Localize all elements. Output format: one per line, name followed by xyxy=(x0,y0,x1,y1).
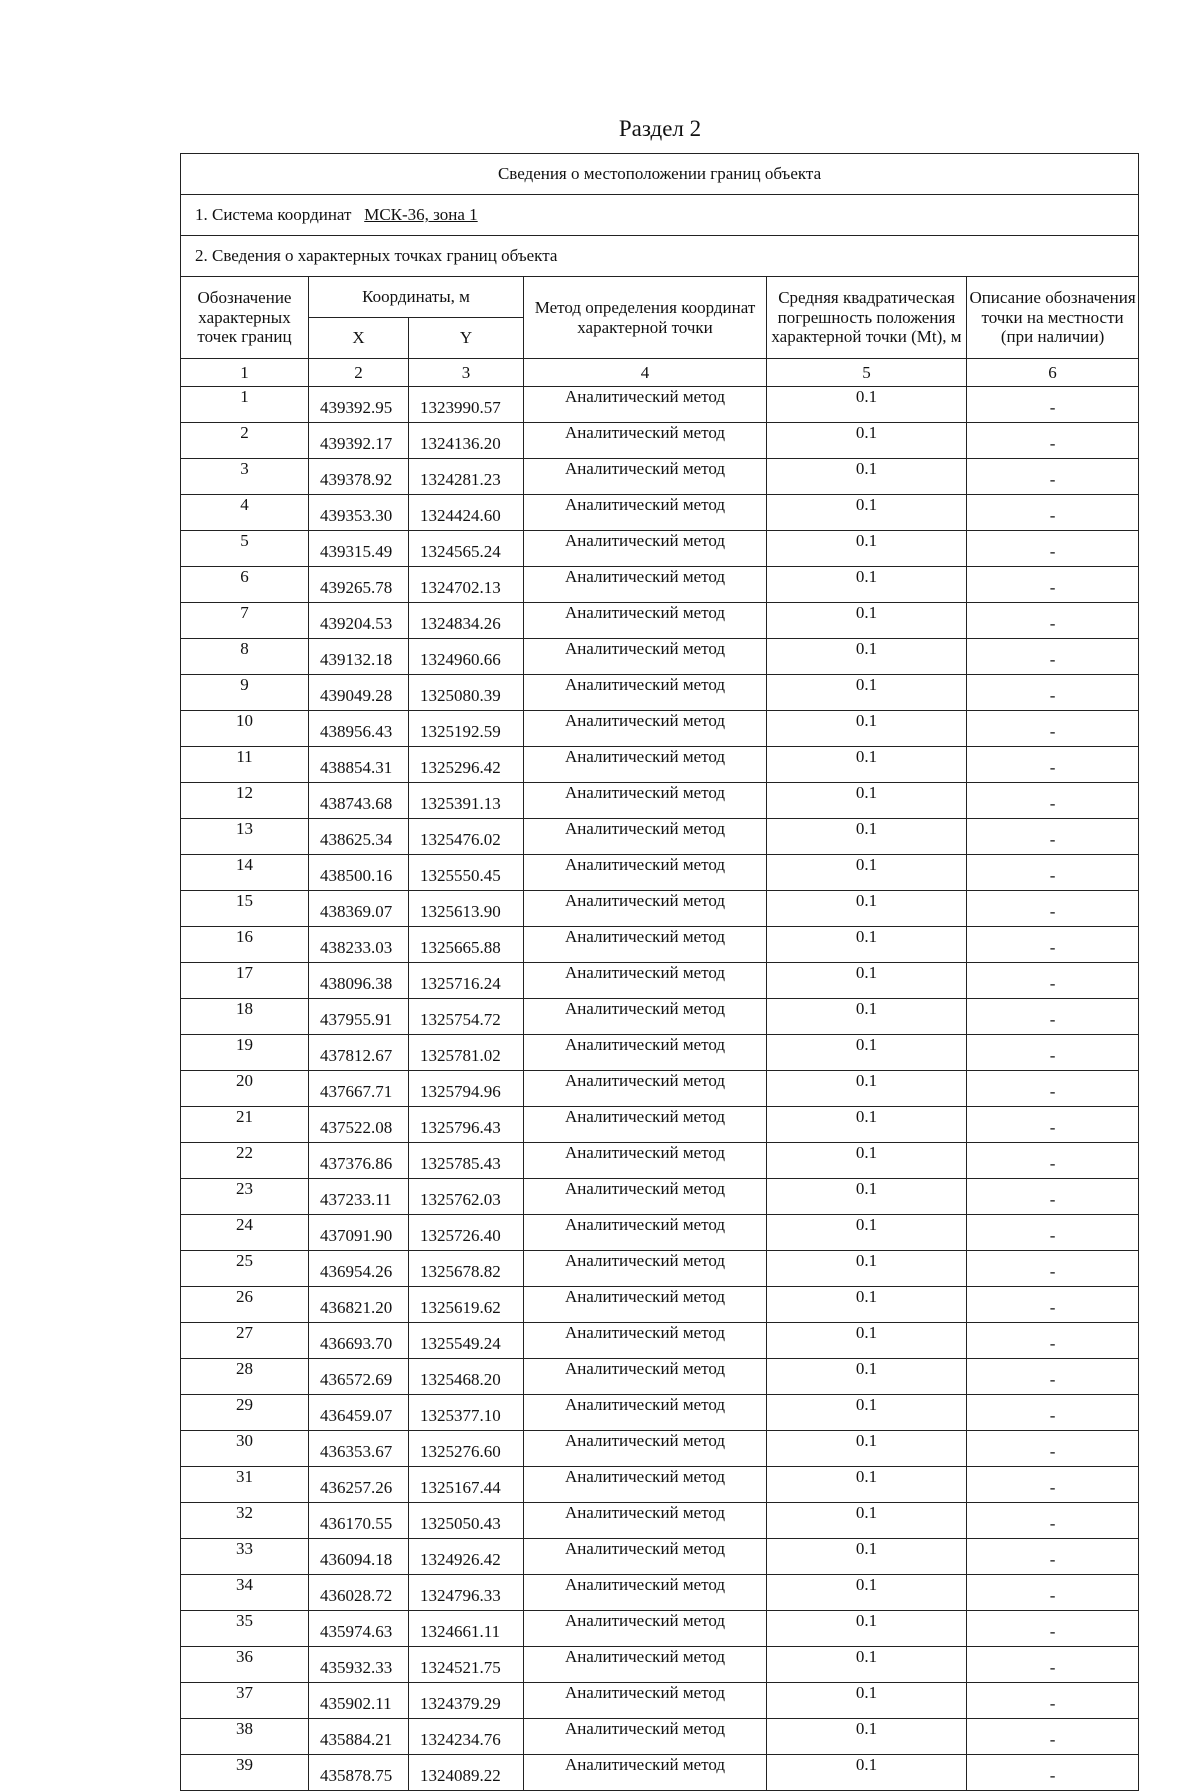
y-cell: 1325796.43 xyxy=(409,1107,524,1143)
method-cell: Аналитический метод xyxy=(524,1179,767,1215)
table-row xyxy=(181,819,1139,855)
error-cell: 0.1 xyxy=(767,495,967,531)
desc-cell: - xyxy=(967,1215,1139,1251)
y-cell: 1325678.82 xyxy=(409,1251,524,1287)
y-cell: 1324234.76 xyxy=(409,1719,524,1755)
point-cell: 28 xyxy=(181,1359,309,1395)
point-cell: 26 xyxy=(181,1287,309,1323)
x-cell: 437812.67 xyxy=(309,1035,409,1071)
x-cell: 439378.92 xyxy=(309,459,409,495)
table-row xyxy=(181,639,1139,675)
table-row xyxy=(181,1071,1139,1107)
y-cell: 1324834.26 xyxy=(409,603,524,639)
y-cell: 1325794.96 xyxy=(409,1071,524,1107)
x-cell: 439049.28 xyxy=(309,675,409,711)
desc-cell: - xyxy=(967,747,1139,783)
table-row xyxy=(181,1323,1139,1359)
method-cell: Аналитический метод xyxy=(524,387,767,423)
method-cell: Аналитический метод xyxy=(524,1719,767,1755)
error-cell: 0.1 xyxy=(767,1719,967,1755)
x-cell: 437667.71 xyxy=(309,1071,409,1107)
y-cell: 1325050.43 xyxy=(409,1503,524,1539)
y-cell: 1325619.62 xyxy=(409,1287,524,1323)
error-cell: 0.1 xyxy=(767,1359,967,1395)
x-cell: 437091.90 xyxy=(309,1215,409,1251)
point-cell: 16 xyxy=(181,927,309,963)
table-row xyxy=(181,1359,1139,1395)
error-cell: 0.1 xyxy=(767,423,967,459)
table-row xyxy=(181,1683,1139,1719)
y-cell: 1325476.02 xyxy=(409,819,524,855)
table-row xyxy=(181,1503,1139,1539)
table-row xyxy=(181,1431,1139,1467)
point-cell: 6 xyxy=(181,567,309,603)
x-cell: 439315.49 xyxy=(309,531,409,567)
table-row xyxy=(181,711,1139,747)
y-cell: 1324565.24 xyxy=(409,531,524,567)
desc-cell: - xyxy=(967,423,1139,459)
desc-cell: - xyxy=(967,1179,1139,1215)
error-cell: 0.1 xyxy=(767,783,967,819)
x-cell: 435974.63 xyxy=(309,1611,409,1647)
error-cell: 0.1 xyxy=(767,1503,967,1539)
error-cell: 0.1 xyxy=(767,711,967,747)
x-cell: 435932.33 xyxy=(309,1647,409,1683)
method-cell: Аналитический метод xyxy=(524,1575,767,1611)
desc-cell: - xyxy=(967,1035,1139,1071)
x-cell: 436459.07 xyxy=(309,1395,409,1431)
y-cell: 1325665.88 xyxy=(409,927,524,963)
error-cell: 0.1 xyxy=(767,1215,967,1251)
error-cell: 0.1 xyxy=(767,1431,967,1467)
desc-cell: - xyxy=(967,495,1139,531)
table-row xyxy=(181,495,1139,531)
section-title: Раздел 2 xyxy=(618,116,702,141)
desc-cell: - xyxy=(967,783,1139,819)
desc-cell: - xyxy=(967,603,1139,639)
desc-cell: - xyxy=(967,819,1139,855)
method-cell: Аналитический метод xyxy=(524,1215,767,1251)
method-cell: Аналитический метод xyxy=(524,1251,767,1287)
error-cell: 0.1 xyxy=(767,891,967,927)
y-cell: 1325276.60 xyxy=(409,1431,524,1467)
x-cell: 439265.78 xyxy=(309,567,409,603)
error-cell: 0.1 xyxy=(767,927,967,963)
method-cell: Аналитический метод xyxy=(524,999,767,1035)
error-cell: 0.1 xyxy=(767,1143,967,1179)
desc-cell: - xyxy=(967,1251,1139,1287)
x-cell: 439392.17 xyxy=(309,423,409,459)
point-cell: 32 xyxy=(181,1503,309,1539)
desc-cell: - xyxy=(967,675,1139,711)
method-cell: Аналитический метод xyxy=(524,1647,767,1683)
error-cell: 0.1 xyxy=(767,639,967,675)
error-cell: 0.1 xyxy=(767,675,967,711)
point-cell: 11 xyxy=(181,747,309,783)
desc-cell: - xyxy=(967,567,1139,603)
table-row xyxy=(181,999,1139,1035)
y-cell: 1323990.57 xyxy=(409,387,524,423)
error-cell: 0.1 xyxy=(767,1755,967,1791)
desc-cell: - xyxy=(967,1539,1139,1575)
table-row xyxy=(181,891,1139,927)
point-cell: 10 xyxy=(181,711,309,747)
table-row xyxy=(181,747,1139,783)
y-cell: 1324796.33 xyxy=(409,1575,524,1611)
x-cell: 439132.18 xyxy=(309,639,409,675)
y-cell: 1324960.66 xyxy=(409,639,524,675)
y-cell: 1324926.42 xyxy=(409,1539,524,1575)
point-cell: 37 xyxy=(181,1683,309,1719)
error-cell: 0.1 xyxy=(767,855,967,891)
desc-cell: - xyxy=(967,891,1139,927)
header-point: Обозначение характерных точек границ xyxy=(181,277,309,359)
col-number: 3 xyxy=(409,359,524,387)
point-cell: 34 xyxy=(181,1575,309,1611)
method-cell: Аналитический метод xyxy=(524,459,767,495)
col-number: 1 xyxy=(181,359,309,387)
desc-cell: - xyxy=(967,927,1139,963)
desc-cell: - xyxy=(967,531,1139,567)
method-cell: Аналитический метод xyxy=(524,531,767,567)
method-cell: Аналитический метод xyxy=(524,603,767,639)
desc-cell: - xyxy=(967,1395,1139,1431)
method-cell: Аналитический метод xyxy=(524,423,767,459)
header-coords: Координаты, м xyxy=(309,277,524,318)
desc-cell: - xyxy=(967,1647,1139,1683)
x-cell: 436353.67 xyxy=(309,1431,409,1467)
desc-cell: - xyxy=(967,999,1139,1035)
y-cell: 1325781.02 xyxy=(409,1035,524,1071)
desc-cell: - xyxy=(967,1323,1139,1359)
table-row xyxy=(181,1215,1139,1251)
coord-system-row xyxy=(181,195,1139,236)
table-row xyxy=(181,459,1139,495)
header-method: Метод определения координат характерной точки xyxy=(524,277,767,359)
table-row xyxy=(181,603,1139,639)
coord-system-value: МСК-36, зона 1 xyxy=(364,205,478,225)
method-cell: Аналитический метод xyxy=(524,675,767,711)
point-cell: 3 xyxy=(181,459,309,495)
y-cell: 1325726.40 xyxy=(409,1215,524,1251)
method-cell: Аналитический метод xyxy=(524,1359,767,1395)
y-cell: 1324521.75 xyxy=(409,1647,524,1683)
error-cell: 0.1 xyxy=(767,1251,967,1287)
point-cell: 5 xyxy=(181,531,309,567)
point-cell: 38 xyxy=(181,1719,309,1755)
desc-cell: - xyxy=(967,1143,1139,1179)
x-cell: 437233.11 xyxy=(309,1179,409,1215)
method-cell: Аналитический метод xyxy=(524,1611,767,1647)
header-desc: Описание обозначения точки на местности (при наличии) xyxy=(967,277,1139,359)
table-row xyxy=(181,1143,1139,1179)
x-cell: 435884.21 xyxy=(309,1719,409,1755)
error-cell: 0.1 xyxy=(767,459,967,495)
x-cell: 436693.70 xyxy=(309,1323,409,1359)
error-cell: 0.1 xyxy=(767,999,967,1035)
desc-cell: - xyxy=(967,1107,1139,1143)
table-row xyxy=(181,855,1139,891)
desc-cell: - xyxy=(967,1467,1139,1503)
error-cell: 0.1 xyxy=(767,819,967,855)
point-cell: 23 xyxy=(181,1179,309,1215)
x-cell: 438500.16 xyxy=(309,855,409,891)
point-cell: 30 xyxy=(181,1431,309,1467)
table-row xyxy=(181,675,1139,711)
point-cell: 33 xyxy=(181,1539,309,1575)
method-cell: Аналитический метод xyxy=(524,1143,767,1179)
col-number: 5 xyxy=(767,359,967,387)
method-cell: Аналитический метод xyxy=(524,1323,767,1359)
desc-cell: - xyxy=(967,1431,1139,1467)
error-cell: 0.1 xyxy=(767,1683,967,1719)
desc-cell: - xyxy=(967,1719,1139,1755)
desc-cell: - xyxy=(967,459,1139,495)
method-cell: Аналитический метод xyxy=(524,1107,767,1143)
point-cell: 21 xyxy=(181,1107,309,1143)
desc-cell: - xyxy=(967,387,1139,423)
point-cell: 8 xyxy=(181,639,309,675)
point-cell: 35 xyxy=(181,1611,309,1647)
method-cell: Аналитический метод xyxy=(524,1071,767,1107)
y-cell: 1325377.10 xyxy=(409,1395,524,1431)
table-row xyxy=(181,1539,1139,1575)
x-cell: 436954.26 xyxy=(309,1251,409,1287)
error-cell: 0.1 xyxy=(767,1647,967,1683)
y-cell: 1325549.24 xyxy=(409,1323,524,1359)
table-row xyxy=(181,927,1139,963)
y-cell: 1325296.42 xyxy=(409,747,524,783)
col-number: 6 xyxy=(967,359,1139,387)
method-cell: Аналитический метод xyxy=(524,495,767,531)
table-row xyxy=(181,567,1139,603)
error-cell: 0.1 xyxy=(767,567,967,603)
method-cell: Аналитический метод xyxy=(524,855,767,891)
point-cell: 4 xyxy=(181,495,309,531)
method-cell: Аналитический метод xyxy=(524,711,767,747)
y-cell: 1325762.03 xyxy=(409,1179,524,1215)
x-cell: 439353.30 xyxy=(309,495,409,531)
method-cell: Аналитический метод xyxy=(524,639,767,675)
desc-cell: - xyxy=(967,1359,1139,1395)
table-row xyxy=(181,1611,1139,1647)
point-cell: 31 xyxy=(181,1467,309,1503)
y-cell: 1324424.60 xyxy=(409,495,524,531)
error-cell: 0.1 xyxy=(767,1179,967,1215)
error-cell: 0.1 xyxy=(767,1071,967,1107)
method-cell: Аналитический метод xyxy=(524,1503,767,1539)
desc-cell: - xyxy=(967,1755,1139,1791)
table-row xyxy=(181,1647,1139,1683)
point-cell: 9 xyxy=(181,675,309,711)
x-cell: 436170.55 xyxy=(309,1503,409,1539)
col-number: 4 xyxy=(524,359,767,387)
desc-cell: - xyxy=(967,1503,1139,1539)
x-cell: 435878.75 xyxy=(309,1755,409,1791)
method-cell: Аналитический метод xyxy=(524,891,767,927)
header-x: X xyxy=(309,318,409,359)
table-row xyxy=(181,963,1139,999)
x-cell: 438854.31 xyxy=(309,747,409,783)
table-row xyxy=(181,531,1139,567)
table-title: Сведения о местоположении границ объекта xyxy=(181,154,1139,195)
error-cell: 0.1 xyxy=(767,1287,967,1323)
point-cell: 14 xyxy=(181,855,309,891)
table-row xyxy=(181,1719,1139,1755)
table-row xyxy=(181,1395,1139,1431)
error-cell: 0.1 xyxy=(767,1539,967,1575)
point-cell: 7 xyxy=(181,603,309,639)
desc-cell: - xyxy=(967,639,1139,675)
method-cell: Аналитический метод xyxy=(524,1431,767,1467)
boundary-points-table xyxy=(180,153,1139,1791)
x-cell: 435902.11 xyxy=(309,1683,409,1719)
error-cell: 0.1 xyxy=(767,963,967,999)
desc-cell: - xyxy=(967,963,1139,999)
point-cell: 17 xyxy=(181,963,309,999)
method-cell: Аналитический метод xyxy=(524,567,767,603)
y-cell: 1325080.39 xyxy=(409,675,524,711)
y-cell: 1324661.11 xyxy=(409,1611,524,1647)
table-row xyxy=(181,783,1139,819)
points-heading: 2. Сведения о характерных точках границ объекта xyxy=(181,236,1139,277)
point-cell: 20 xyxy=(181,1071,309,1107)
y-cell: 1325613.90 xyxy=(409,891,524,927)
method-cell: Аналитический метод xyxy=(524,1683,767,1719)
table-row xyxy=(181,1107,1139,1143)
desc-cell: - xyxy=(967,711,1139,747)
x-cell: 438096.38 xyxy=(309,963,409,999)
table-row xyxy=(181,1575,1139,1611)
col-number: 2 xyxy=(309,359,409,387)
x-cell: 438233.03 xyxy=(309,927,409,963)
method-cell: Аналитический метод xyxy=(524,783,767,819)
point-cell: 24 xyxy=(181,1215,309,1251)
y-cell: 1324379.29 xyxy=(409,1683,524,1719)
table-row xyxy=(181,1467,1139,1503)
point-cell: 39 xyxy=(181,1755,309,1791)
table-row xyxy=(181,1035,1139,1071)
method-cell: Аналитический метод xyxy=(524,1467,767,1503)
x-cell: 438625.34 xyxy=(309,819,409,855)
point-cell: 13 xyxy=(181,819,309,855)
desc-cell: - xyxy=(967,855,1139,891)
x-cell: 438956.43 xyxy=(309,711,409,747)
table-row xyxy=(181,1179,1139,1215)
point-cell: 22 xyxy=(181,1143,309,1179)
x-cell: 437522.08 xyxy=(309,1107,409,1143)
desc-cell: - xyxy=(967,1287,1139,1323)
x-cell: 436094.18 xyxy=(309,1539,409,1575)
desc-cell: - xyxy=(967,1575,1139,1611)
y-cell: 1325550.45 xyxy=(409,855,524,891)
x-cell: 438369.07 xyxy=(309,891,409,927)
point-cell: 19 xyxy=(181,1035,309,1071)
method-cell: Аналитический метод xyxy=(524,819,767,855)
x-cell: 439204.53 xyxy=(309,603,409,639)
point-cell: 2 xyxy=(181,423,309,459)
method-cell: Аналитический метод xyxy=(524,747,767,783)
y-cell: 1325192.59 xyxy=(409,711,524,747)
header-y: Y xyxy=(409,318,524,359)
x-cell: 436572.69 xyxy=(309,1359,409,1395)
x-cell: 439392.95 xyxy=(309,387,409,423)
point-cell: 1 xyxy=(181,387,309,423)
method-cell: Аналитический метод xyxy=(524,1755,767,1791)
y-cell: 1325167.44 xyxy=(409,1467,524,1503)
table-row xyxy=(181,1287,1139,1323)
error-cell: 0.1 xyxy=(767,747,967,783)
y-cell: 1324281.23 xyxy=(409,459,524,495)
y-cell: 1324702.13 xyxy=(409,567,524,603)
x-cell: 438743.68 xyxy=(309,783,409,819)
x-cell: 436821.20 xyxy=(309,1287,409,1323)
error-cell: 0.1 xyxy=(767,1467,967,1503)
method-cell: Аналитический метод xyxy=(524,1395,767,1431)
y-cell: 1325468.20 xyxy=(409,1359,524,1395)
method-cell: Аналитический метод xyxy=(524,1539,767,1575)
desc-cell: - xyxy=(967,1071,1139,1107)
point-cell: 36 xyxy=(181,1647,309,1683)
method-cell: Аналитический метод xyxy=(524,927,767,963)
x-cell: 436257.26 xyxy=(309,1467,409,1503)
x-cell: 437376.86 xyxy=(309,1143,409,1179)
desc-cell: - xyxy=(967,1683,1139,1719)
error-cell: 0.1 xyxy=(767,1611,967,1647)
error-cell: 0.1 xyxy=(767,603,967,639)
point-cell: 29 xyxy=(181,1395,309,1431)
error-cell: 0.1 xyxy=(767,1107,967,1143)
error-cell: 0.1 xyxy=(767,1035,967,1071)
x-cell: 436028.72 xyxy=(309,1575,409,1611)
y-cell: 1325754.72 xyxy=(409,999,524,1035)
point-cell: 15 xyxy=(181,891,309,927)
table-row xyxy=(181,1755,1139,1791)
method-cell: Аналитический метод xyxy=(524,1287,767,1323)
table-row xyxy=(181,1251,1139,1287)
y-cell: 1324136.20 xyxy=(409,423,524,459)
y-cell: 1325391.13 xyxy=(409,783,524,819)
y-cell: 1324089.22 xyxy=(409,1755,524,1791)
point-cell: 18 xyxy=(181,999,309,1035)
point-cell: 12 xyxy=(181,783,309,819)
error-cell: 0.1 xyxy=(767,1575,967,1611)
table-row xyxy=(181,387,1139,423)
point-cell: 25 xyxy=(181,1251,309,1287)
y-cell: 1325716.24 xyxy=(409,963,524,999)
error-cell: 0.1 xyxy=(767,387,967,423)
coord-system-label: 1. Система координат xyxy=(195,205,352,225)
error-cell: 0.1 xyxy=(767,1395,967,1431)
header-error: Средняя квадратическая погрешность положения характерной точки (Mt), м xyxy=(767,277,967,359)
error-cell: 0.1 xyxy=(767,531,967,567)
point-cell: 27 xyxy=(181,1323,309,1359)
y-cell: 1325785.43 xyxy=(409,1143,524,1179)
x-cell: 437955.91 xyxy=(309,999,409,1035)
table-row xyxy=(181,423,1139,459)
error-cell: 0.1 xyxy=(767,1323,967,1359)
method-cell: Аналитический метод xyxy=(524,963,767,999)
desc-cell: - xyxy=(967,1611,1139,1647)
method-cell: Аналитический метод xyxy=(524,1035,767,1071)
